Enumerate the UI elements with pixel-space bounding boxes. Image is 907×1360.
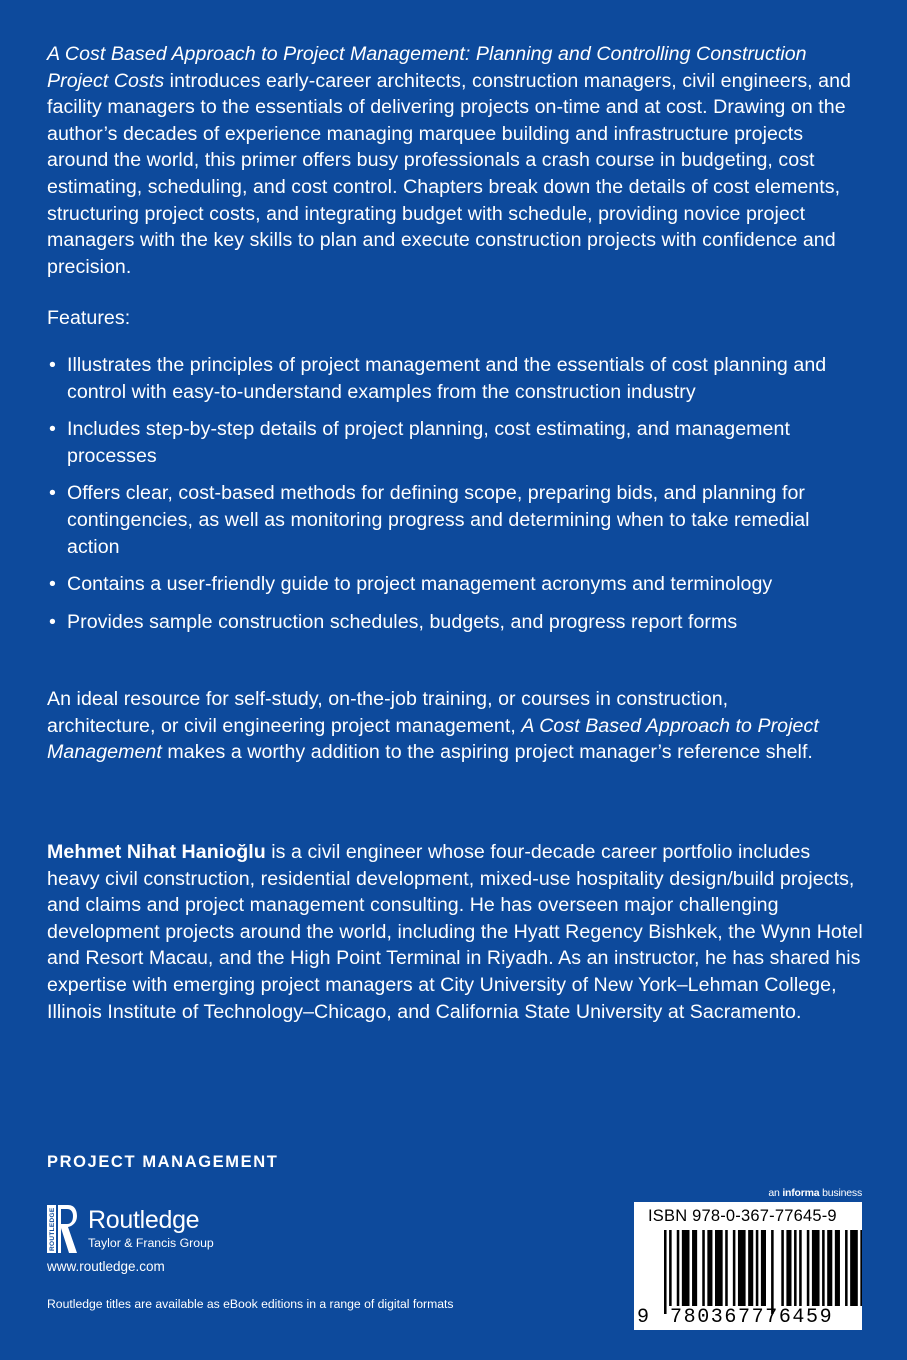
barcode-bar (725, 1230, 728, 1306)
barcode-bar (761, 1230, 766, 1306)
barcode-bar (738, 1230, 746, 1306)
feature-item (47, 609, 867, 636)
subject-category: PROJECT MANAGEMENT (47, 1153, 279, 1171)
barcode-bar (715, 1230, 723, 1306)
barcode-bar (771, 1230, 774, 1314)
book-title-italic: A Cost Based Approach to Project Management (47, 714, 819, 764)
barcode-bar (682, 1230, 690, 1306)
barcode-bar (799, 1230, 802, 1306)
author-name: Mehmet Nihat Hanioğlu (47, 841, 266, 863)
feature-text: Provides sample construction schedules, budgets, and progress report forms (67, 610, 738, 633)
informa-suffix: business (819, 1187, 862, 1199)
barcode-bar (669, 1230, 672, 1306)
feature-text: Contains a user-friendly guide to project management acronyms and terminology (67, 573, 773, 596)
barcode-bar (733, 1230, 736, 1306)
author-bio-text: is a civil engineer whose four-decade career portfolio includes heavy civil construction, residential development, mixed-use hospitality design/build projects, and claims and project management consulting. He has overseen major challenging development projects around the world, including the Hyatt Regency Bishkek, the Wynn Hotel and Resort Macau, and the High Point Terminal in Riyadh. As an instructor, he has shared his expertise with emerging project managers at City University of New York–Lehman College, Illinois Institute of Technology–Chicago, and California State University at Sacramento. (47, 841, 863, 1023)
author-bio-paragraph (47, 839, 867, 1025)
barcode-bar (850, 1230, 858, 1306)
book-title-italic: A Cost Based Approach to Project Management: Planning and Controlling Construction Project Costs (47, 43, 807, 92)
feature-text: Offers clear, cost-based methods for defining scope, preparing bids, and planning for contingencies, as well as monitoring progress and determining when to take remedial action (67, 482, 810, 558)
description-text: introduces early-career architects, construction managers, civil engineers, and facility managers to the essentials of delivering projects on-time and at cost. Drawing on the author’s decades of experience managing marquee building and infrastructure projects around the world, this primer offers busy professionals a crash course in budgeting, cost estimating, scheduling, and cost control. Chapters break down the details of cost elements, structuring project costs, and integrating budget with schedule, providing novice project managers with the key skills to plan and execute construction projects with confidence and precision. (47, 69, 852, 278)
bullet-icon: • (49, 573, 56, 596)
isbn-text: ISBN 978-0-367-77645-9 (648, 1207, 837, 1225)
barcode-digits: 780367776459 (670, 1306, 834, 1329)
routledge-logo (47, 1205, 237, 1255)
barcode-bar (827, 1230, 832, 1306)
feature-item (47, 480, 867, 560)
barcode-bar (794, 1230, 797, 1306)
informa-business-label (768, 1187, 862, 1199)
publisher-url: www.routledge.com (47, 1259, 165, 1274)
features-list (47, 352, 867, 646)
barcode-bar (807, 1230, 810, 1306)
barcode-bar (812, 1230, 820, 1306)
bullet-icon: • (49, 354, 56, 376)
summary-paragraph (47, 686, 837, 766)
publisher-group: Taylor & Francis Group (88, 1236, 214, 1250)
barcode-bar (692, 1230, 697, 1306)
features-heading: Features: (47, 307, 131, 329)
ebook-note: Routledge titles are available as eBook editions in a range of digital formats (47, 1297, 454, 1311)
barcode-bar (664, 1230, 667, 1314)
barcode-bar (781, 1230, 784, 1306)
barcode-bar (707, 1230, 712, 1306)
barcode-bar (822, 1230, 825, 1306)
barcode-bar (702, 1230, 705, 1306)
feature-item (47, 352, 867, 405)
routledge-logo-icon (47, 1205, 77, 1253)
bullet-icon: • (49, 482, 56, 505)
isbn-barcode (634, 1202, 862, 1330)
feature-text: Illustrates the principles of project management and the essentials of cost planning and control with easy-to-understand examples from the construction industry (67, 354, 827, 403)
barcode-bar (748, 1230, 753, 1306)
logo-vertical-text: ROUTLEDGE (49, 1207, 56, 1251)
barcode-bar (677, 1230, 680, 1306)
bullet-icon: • (49, 610, 56, 633)
barcode-bar (786, 1230, 791, 1306)
barcode-bar (860, 1230, 862, 1306)
summary-text-a: An ideal resource for self-study, on-the-job training, or courses in construction, architecture, or civil engineering project management, (47, 688, 729, 737)
description-paragraph (47, 41, 867, 280)
barcode-bar (756, 1230, 759, 1306)
publisher-name: Routledge (88, 1206, 200, 1234)
feature-text: Includes step-by-step details of project planning, cost estimating, and management processes (67, 418, 790, 467)
summary-text-b: makes a worthy addition to the aspiring project manager’s reference shelf. (161, 741, 813, 764)
feature-item (47, 571, 867, 598)
bullet-icon: • (49, 418, 56, 441)
informa-brand: informa (782, 1187, 820, 1199)
barcode-bar (845, 1230, 848, 1306)
barcode-bar (835, 1230, 840, 1306)
informa-prefix: an (768, 1187, 783, 1199)
feature-item (47, 416, 867, 469)
barcode-first-digit: 9 (637, 1306, 650, 1329)
